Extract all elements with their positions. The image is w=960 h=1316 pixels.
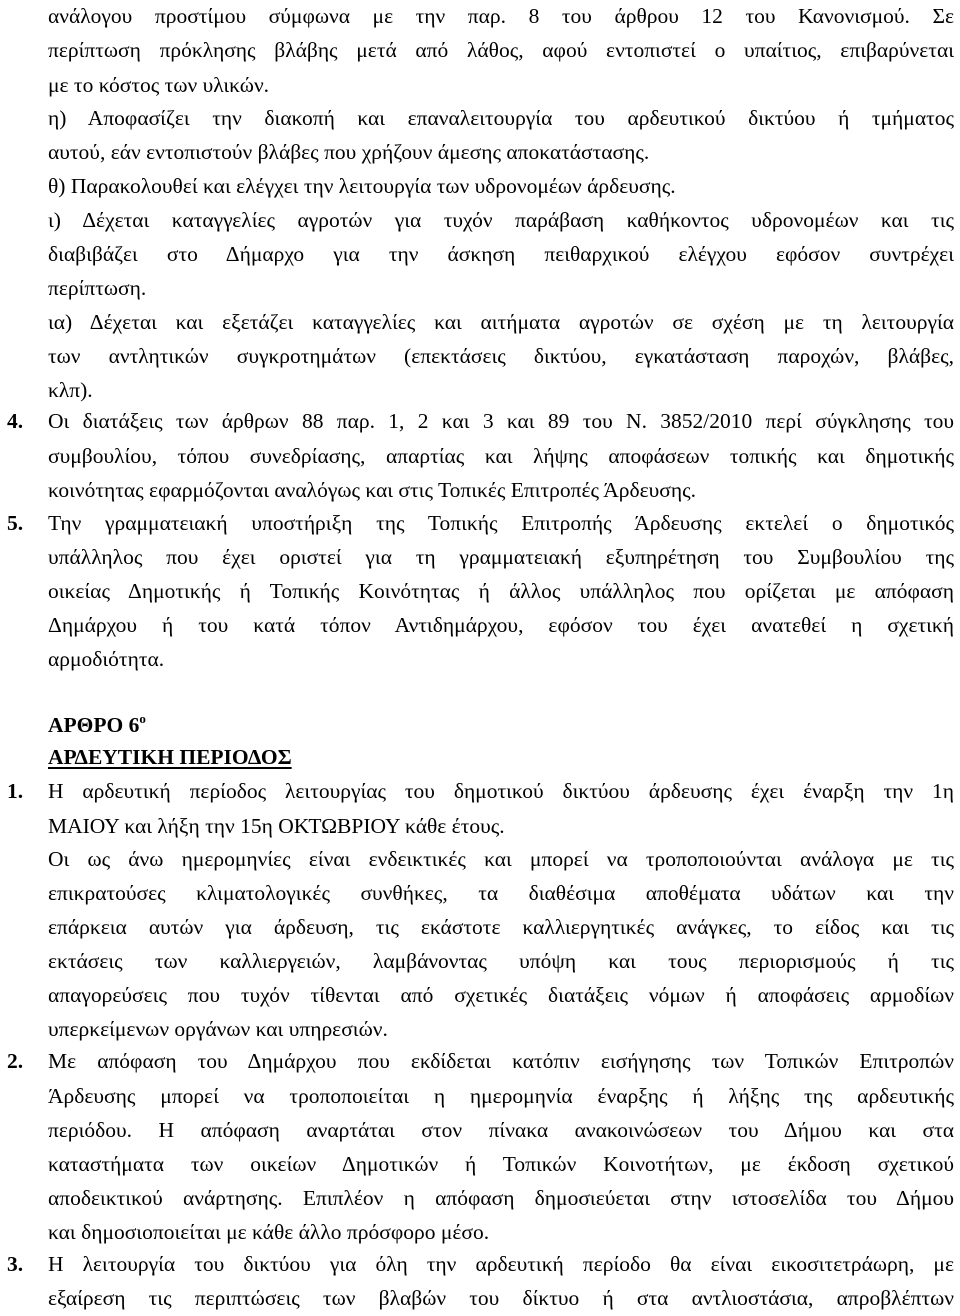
text-line: κοινότητας εφαρμόζονται αναλόγως και στις Τοπικές Επιτροπές Άρδευσης. — [48, 478, 696, 502]
text-line: η) Αποφασίζει την διακοπή και επαναλειτουργία του αρδευτικού δικτύου ή τμήματος — [48, 106, 954, 130]
text-line: και δημοσιοποιείται με κάθε άλλο πρόσφορο μέσο. — [48, 1220, 490, 1244]
text-line: απαγορεύσεις που τυχόν τίθενται από σχετικές διατάξεις νόμων ή αποφάσεις αρμοδίων — [48, 983, 954, 1007]
text-line: των αντλητικών συγκροτημάτων (επεκτάσεις δικτύου, εγκατάσταση παροχών, βλάβες, — [48, 344, 954, 368]
text-line: περίπτωση. — [48, 276, 147, 300]
text-line: υπάλληλος που έχει οριστεί για τη γραμματειακή εξυπηρέτηση του Συμβουλίου της — [48, 545, 954, 569]
text-line: κλπ). — [48, 378, 93, 402]
text-line: Η αρδευτική περίοδος λειτουργίας του δημοτικού δικτύου άρδευσης έχει έναρξη την 1η — [48, 779, 954, 803]
text-line: Οι ως άνω ημερομηνίες είναι ενδεικτικές και μπορεί να τροποποιούνται ανάλογα με τις — [48, 847, 954, 871]
paragraph-number: 5. — [7, 511, 24, 535]
text-line: εκτάσεις των καλλιεργειών, λαμβάνοντας υπόψη και τους περιορισμούς ή τις — [48, 949, 954, 973]
text-line: αποδεικτικού ανάρτησης. Επιπλέον η απόφαση δημοσιεύεται στην ιστοσελίδα του Δήμου — [48, 1186, 954, 1210]
paragraph-number: 2. — [7, 1049, 24, 1073]
paragraph-number: 3. — [7, 1252, 24, 1276]
paragraph-number: 4. — [7, 409, 24, 433]
text-line: υπερκείμενων οργάνων και υπηρεσιών. — [48, 1017, 388, 1041]
text-line: επικρατούσες κλιματολογικές συνθήκες, τα διαθέσιμα αποθέματα υδάτων και την — [48, 881, 954, 905]
text-line: Η λειτουργία του δικτύου για όλη την αρδευτική περίοδο θα είναι εικοσιτετράωρη, με — [48, 1252, 954, 1276]
text-line: αρμοδιότητα. — [48, 647, 165, 671]
text-line: περίπτωση πρόκλησης βλάβης μετά από λάθος, αφού εντοπιστεί ο υπαίτιος, επιβαρύνεται — [48, 38, 954, 62]
text-line: Με απόφαση του Δημάρχου που εκδίδεται κατόπιν εισήγησης των Τοπικών Επιτροπών — [48, 1049, 954, 1073]
text-line: με το κόστος των υλικών. — [48, 73, 270, 97]
text-line: οικείας Δημοτικής ή Τοπικής Κοινότητας ή άλλος υπάλληλος που ορίζεται με απόφαση — [48, 579, 954, 603]
article-subtitle: ΑΡΔΕΥΤΙΚΗ ΠΕΡΙΟΔΟΣ — [48, 745, 292, 769]
text-line: ι) Δέχεται καταγγελίες αγροτών για τυχόν παράβαση καθήκοντος υδρονομέων και τις — [48, 208, 954, 232]
text-line: Δημάρχου ή του κατά τόπον Αντιδημάρχου, εφόσον του έχει ανατεθεί η σχετική — [48, 613, 954, 637]
text-line: Οι διατάξεις των άρθρων 88 παρ. 1, 2 και 3 και 89 του Ν. 3852/2010 περί σύγκλησης του — [48, 409, 954, 433]
text-line: αυτού, εάν εντοπιστούν βλάβες που χρήζουν άμεσης αποκατάστασης. — [48, 140, 650, 164]
article-title — [48, 710, 146, 740]
text-line: Άρδευσης μπορεί να τροποποιείται η ημερομηνία έναρξης ή λήξης της αρδευτικής — [48, 1084, 954, 1108]
text-line: διαβιβάζει στο Δήμαρχο για την άσκηση πειθαρχικού ελέγχου εφόσον συντρέχει — [48, 242, 954, 266]
text-line: ια) Δέχεται και εξετάζει καταγγελίες και αιτήματα αγροτών σε σχέση με τη λειτουργία — [48, 310, 954, 334]
text-line: συμβουλίου, τόπου συνεδρίασης, απαρτίας και λήψης αποφάσεων τοπικής και δημοτικής — [48, 444, 954, 468]
text-line: Την γραμματειακή υποστήριξη της Τοπικής Επιτροπής Άρδευσης εκτελεί ο δημοτικός — [48, 511, 954, 535]
text-line: επάρκεια αυτών για άρδευση, τις εκάστοτε καλλιεργητικές ανάγκες, το είδος και τις — [48, 915, 954, 939]
article-title-superscript: ο — [139, 711, 146, 726]
text-line: καταστήματα των οικείων Δημοτικών ή Τοπικών Κοινοτήτων, με έκδοση σχετικού — [48, 1152, 954, 1176]
paragraph-number: 1. — [7, 779, 24, 803]
text-line: εξαίρεση τις περιπτώσεις των βλαβών του δίκτυο ή στα αντλιοστάσια, απροβλέπτων — [48, 1286, 954, 1310]
text-line: ΜΑΙΟΥ και λήξη την 15η ΟΚΤΩΒΡΙΟΥ κάθε έτους. — [48, 814, 505, 838]
text-line: περιόδου. Η απόφαση αναρτάται στον πίνακα ανακοινώσεων του Δήμου και στα — [48, 1118, 954, 1142]
text-line: θ) Παρακολουθεί και ελέγχει την λειτουργία των υδρονομέων άρδευσης. — [48, 174, 676, 198]
article-title-text: ΑΡΘΡΟ 6 — [48, 713, 140, 737]
text-line: ανάλογου προστίμου σύμφωνα με την παρ. 8 του άρθρου 12 του Κανονισμού. Σε — [48, 4, 954, 28]
